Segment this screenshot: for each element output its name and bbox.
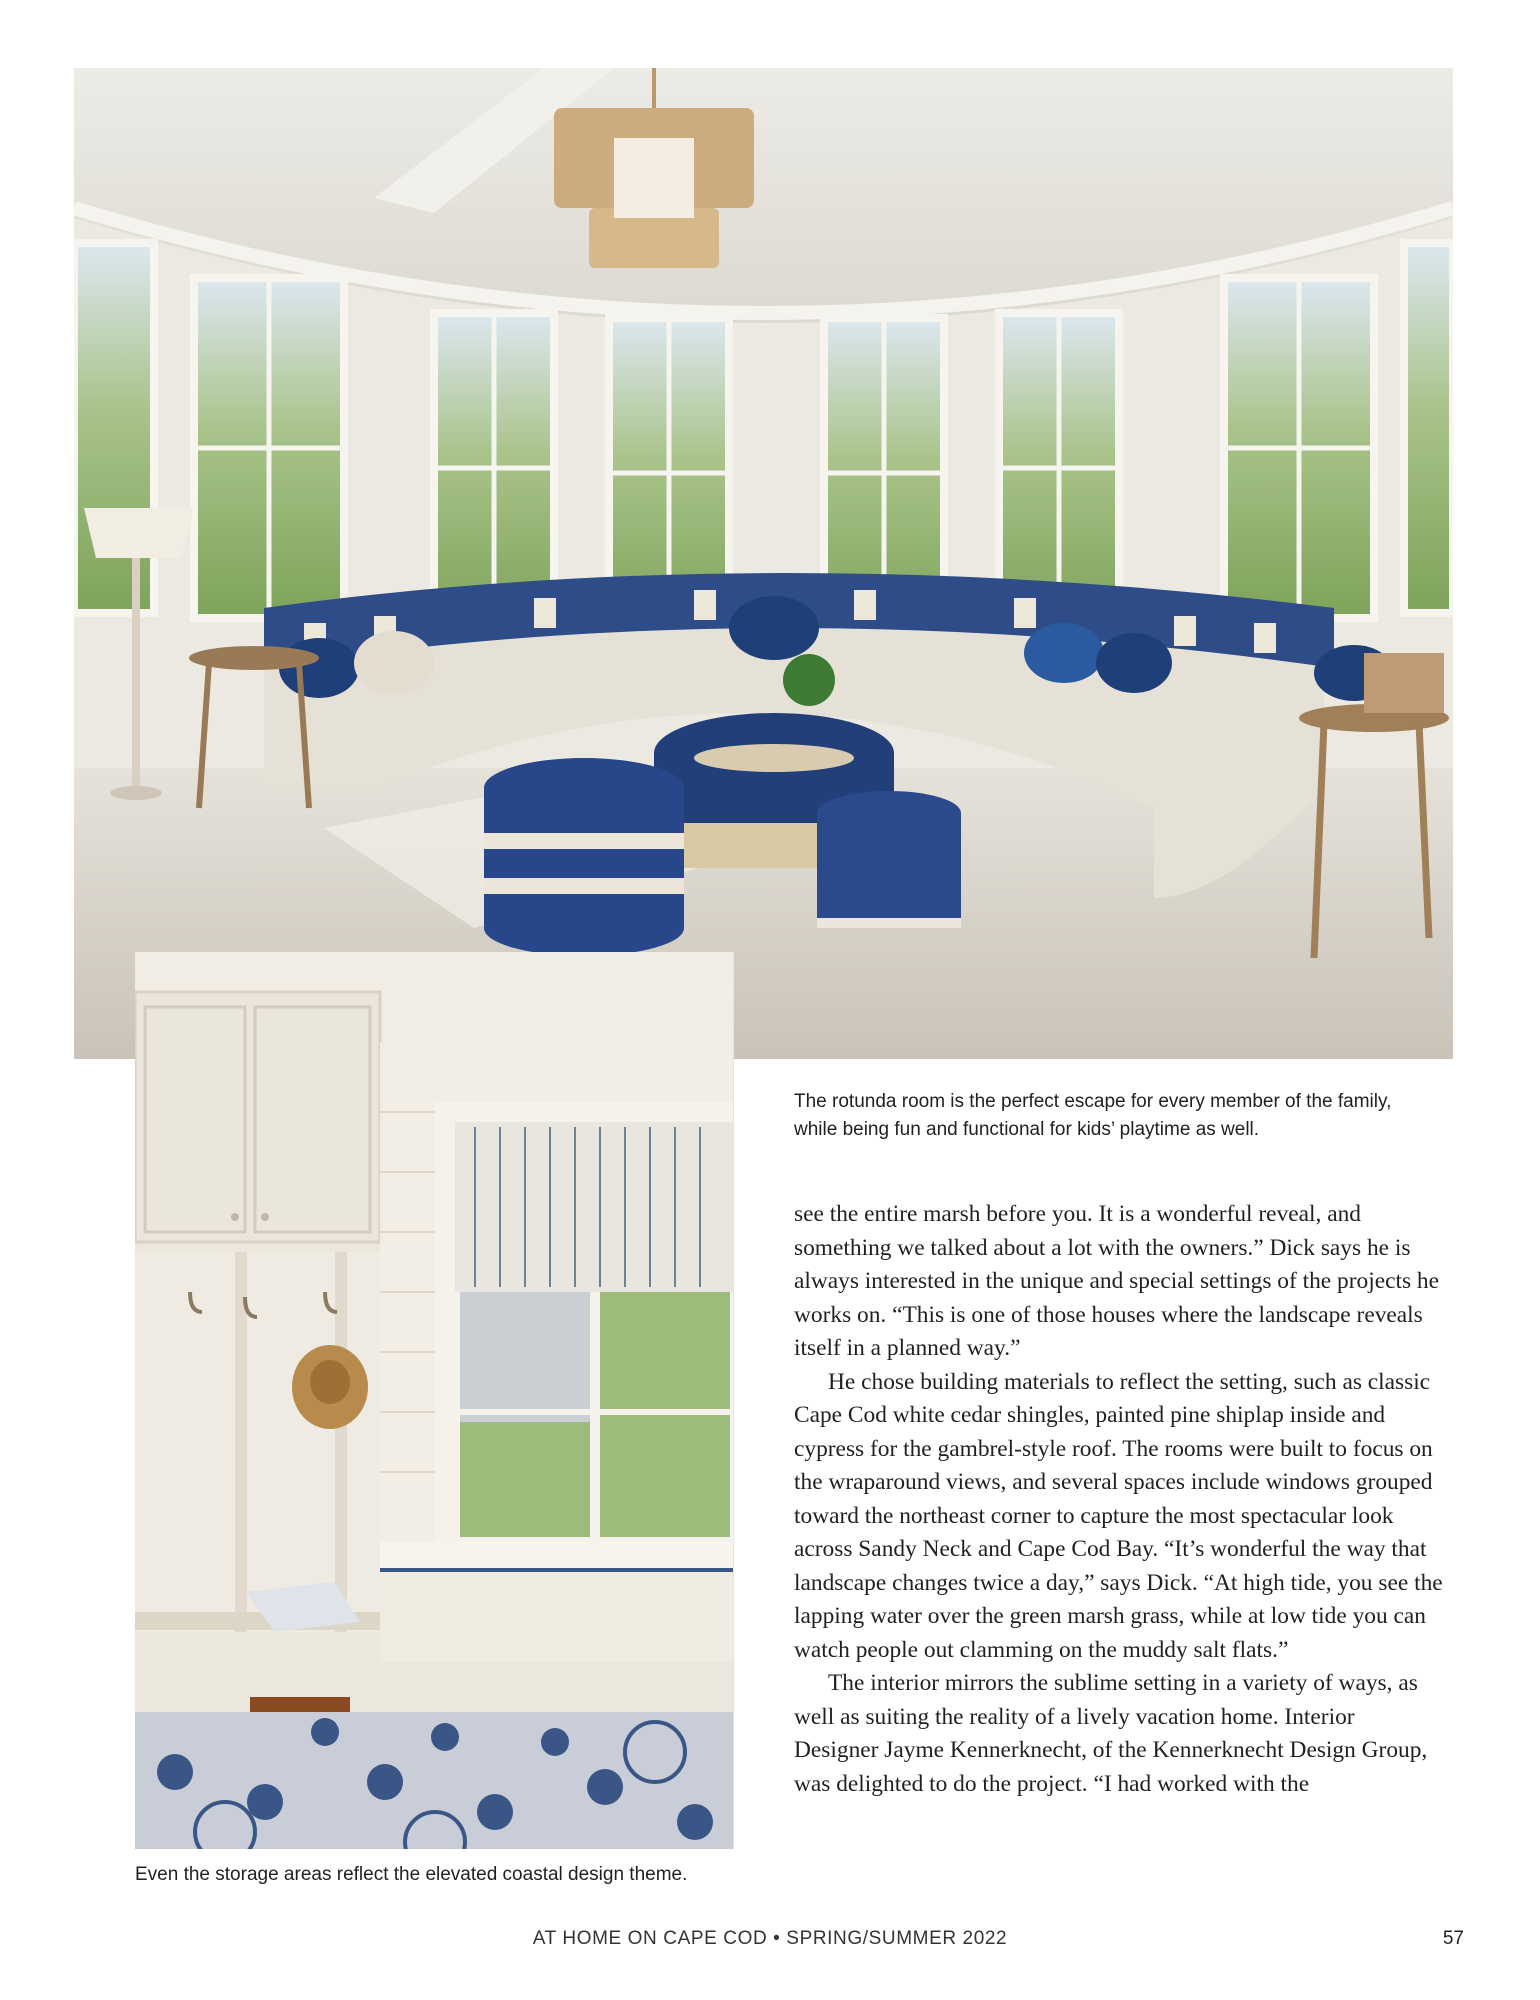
mudroom-illustration: [135, 952, 733, 1849]
publication-footer: AT HOME ON CAPE COD • SPRING/SUMMER 2022: [532, 1928, 1008, 1949]
rotunda-room-illustration: [74, 68, 1453, 1059]
page-number: 57: [1442, 1928, 1464, 1949]
article-body: [794, 1198, 1444, 1801]
rotunda-room-photo: [74, 68, 1453, 1059]
photo-caption-storage: Even the storage areas reflect the elevated coastal design theme.: [135, 1864, 688, 1885]
mudroom-storage-photo: [135, 952, 734, 1849]
article-paragraph: see the entire marsh before you. It is a wonderful reveal, and something we talked about a lot with the owners.” Dick says he is always interested in the unique and special settings of the projects he works on. “This is one of those houses where the landscape reveals itself in a planned way.”: [794, 1201, 1440, 1361]
article-paragraph: The interior mirrors the sublime setting in a variety of ways, as well as suiting the reality of a lively vacation home. Interior Designer Jayme Kennerknecht, of the Kennerknecht Design Group, was delighted to do the project. “I had worked with the: [794, 1670, 1428, 1797]
photo-caption-rotunda: The rotunda room is the perfect escape for every member of the family, while being fun and functional for kids’ playtime as well.: [794, 1091, 1392, 1140]
article-paragraph: He chose building materials to reflect the setting, such as classic Cape Cod white cedar shingles, painted pine shiplap inside and cypress for the gambrel-style roof. The rooms were built to focus on the wraparound views, and several spaces include windows grouped toward the northeast corner to capture the most spectacular look across Sandy Neck and Cape Cod Bay. “It’s wonderful the way that landscape changes twice a day,” says Dick. “At high tide, you see the lapping water over the green marsh grass, while at low tide you can watch people out clamming on the muddy salt flats.”: [794, 1368, 1443, 1663]
